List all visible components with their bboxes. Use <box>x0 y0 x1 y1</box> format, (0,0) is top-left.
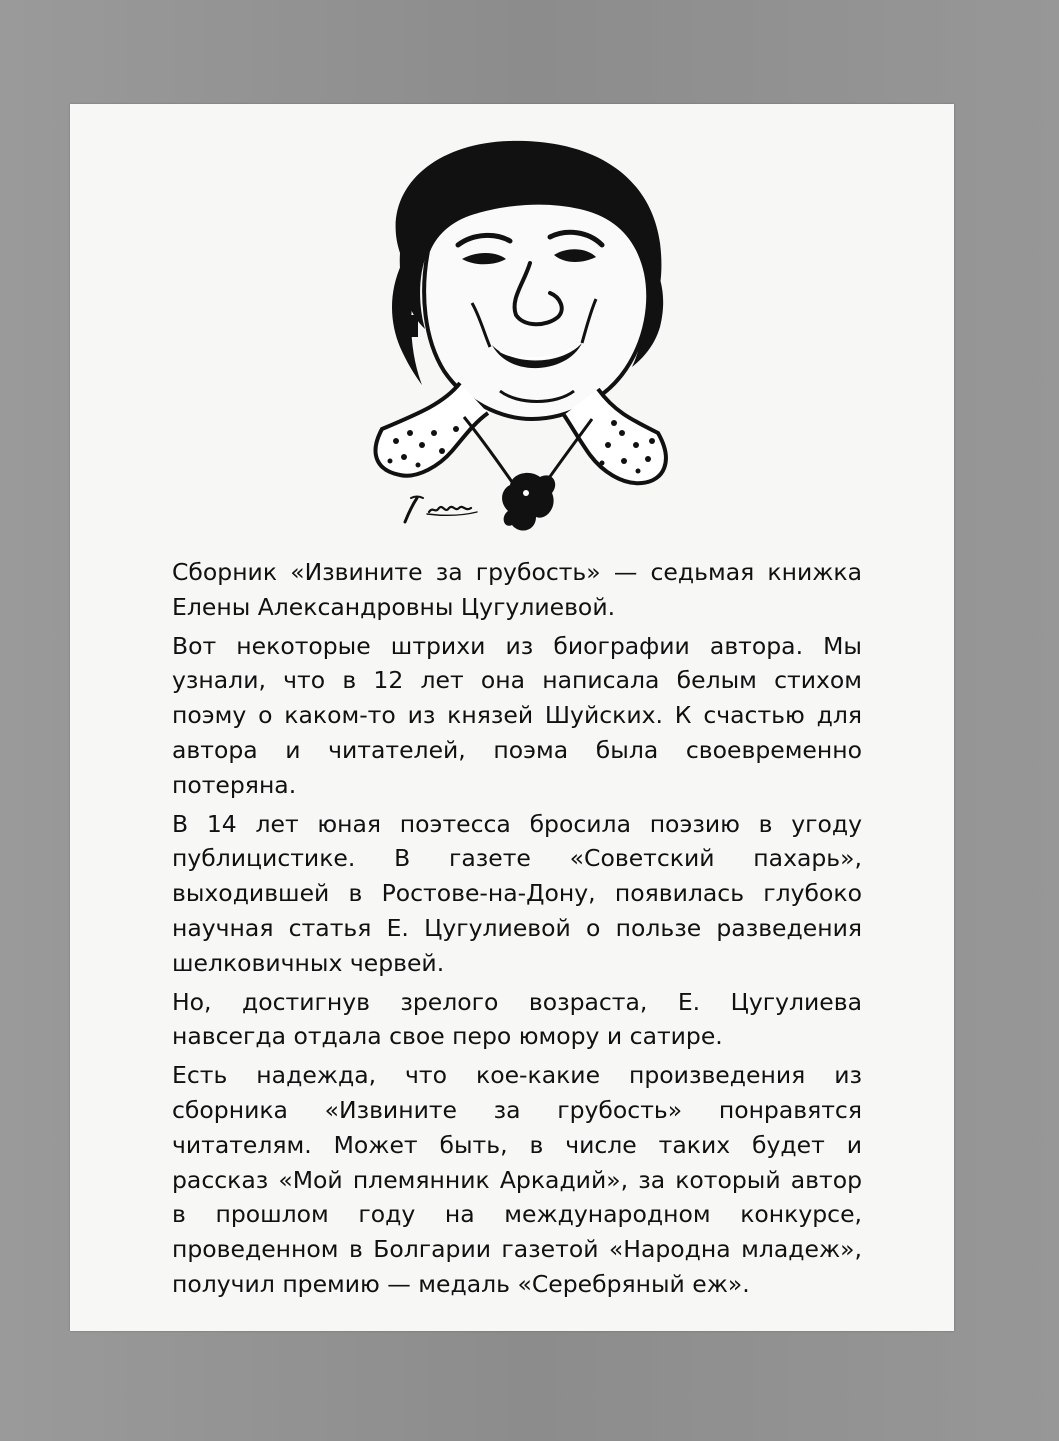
paragraph-1: Сборник «Извините за грубость» — седьмая книжка Елены Александровны Цугулиевой. <box>172 558 862 621</box>
paragraph-2: Вот некоторые штрихи из биографии автора. Мы узнали, что в 12 лет она написала белым стихом поэму о каком-то из князей Шуйских. К счастью для автора и читателей, поэма была своевременно потеряна. <box>172 631 862 799</box>
paragraph-5: Есть надежда, что кое-какие произведения из сборника «Извините за грубость» понравятся читателям. Может быть, в числе таких будет и рассказ «Мой племянник Аркадий», за который автор в прошлом году на международном конкурсе, проведенном в Болгарии газетой «Народна младеж», получил премию — медаль «Серебряный еж». <box>172 1061 862 1298</box>
artist-signature-icon <box>395 490 485 530</box>
caricature-portrait-icon <box>360 133 690 543</box>
paragraph-3: В 14 лет юная поэтесса бросила поэзию в угоду публицистике. В газете «Советский пахарь», выходившей в Ростове-на-Дону, появилась глубоко научная статья Е. Цугулиевой о пользе разведения шелковичных червей. <box>172 809 862 977</box>
article-text <box>172 555 862 1302</box>
paragraph-4: Но, достигнув зрелого возраста, Е. Цугулиева навсегда отдала свое перо юмору и сатире. <box>172 987 862 1051</box>
